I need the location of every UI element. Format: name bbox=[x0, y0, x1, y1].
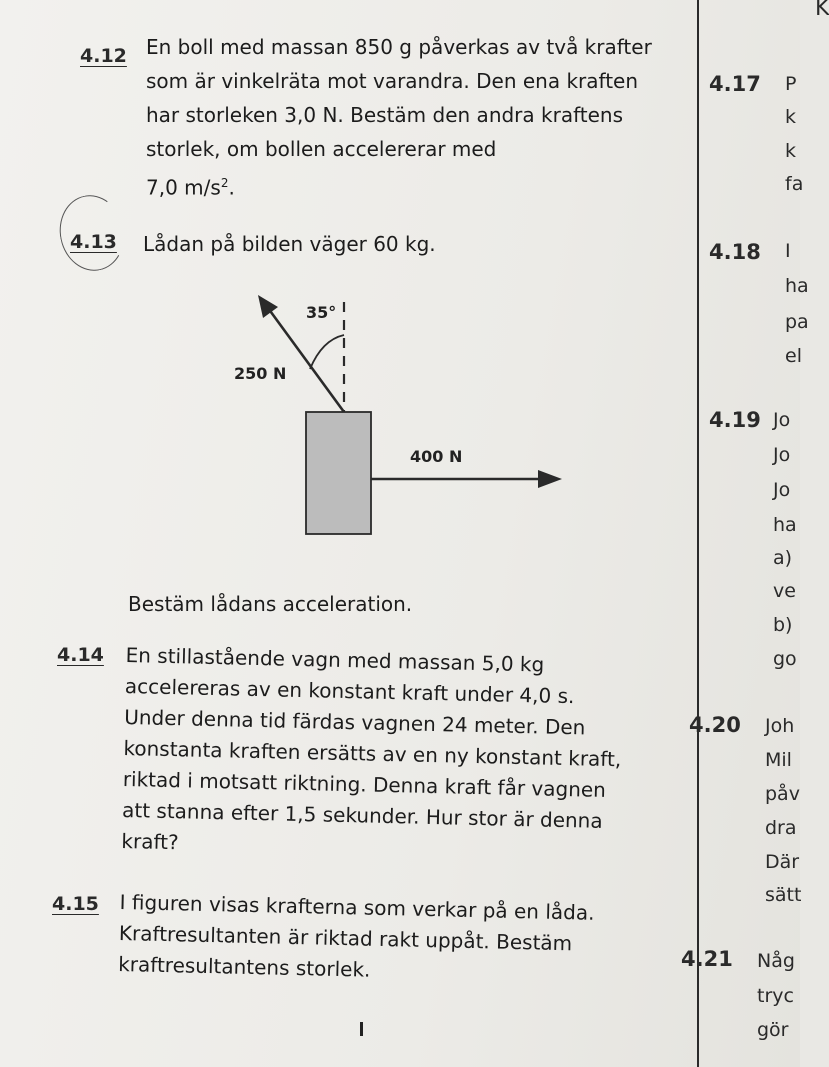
cut-text-line: pa bbox=[785, 311, 809, 333]
cut-text-line: ha bbox=[785, 275, 809, 297]
cut-text-line: påv bbox=[765, 783, 800, 805]
arrowhead bbox=[258, 295, 278, 318]
cut-text-line: ha bbox=[773, 514, 797, 536]
cut-text-line: I bbox=[785, 240, 791, 262]
text-line: storlek, om bollen accelererar med bbox=[146, 137, 497, 161]
text-line: Bestäm lådans acceleration. bbox=[128, 592, 413, 616]
cut-text-line: Joh bbox=[765, 715, 795, 737]
text-line: som är vinkelräta mot varandra. Den ena kraften bbox=[146, 69, 639, 93]
force-diagram bbox=[0, 0, 697, 580]
box bbox=[306, 412, 371, 534]
cut-text-line: go bbox=[773, 648, 797, 670]
problem-number-4-13: 4.13 bbox=[70, 231, 117, 253]
cut-text-line: Någ bbox=[757, 950, 795, 972]
text-line: Kraftresultanten är riktad rakt uppåt. Bestäm bbox=[118, 920, 573, 956]
cut-text-line: gör bbox=[757, 1019, 789, 1041]
text-line: riktad i motsatt riktning. Denna kraft får vagnen bbox=[122, 766, 607, 802]
problem-number-4-15: 4.15 bbox=[52, 893, 99, 915]
text-line: att stanna efter 1,5 sekunder. Hur stor är denna bbox=[121, 797, 603, 833]
problem-number-4-12: 4.12 bbox=[80, 45, 127, 67]
cut-text-line: ve bbox=[773, 580, 796, 602]
problem-number-4-14: 4.14 bbox=[57, 644, 104, 666]
cut-text-line: k bbox=[785, 140, 797, 162]
cut-text-line: Där bbox=[765, 851, 800, 873]
problem-number-4-20: 4.20 bbox=[689, 713, 741, 737]
cut-text-line: fa bbox=[785, 173, 804, 195]
problem-4-13-question bbox=[128, 587, 412, 621]
problem-number-4-19: 4.19 bbox=[709, 408, 761, 432]
arrowhead bbox=[538, 470, 562, 488]
problem-4-15-text bbox=[118, 887, 595, 991]
text-line: En stillastående vagn med massan 5,0 kg bbox=[125, 642, 545, 677]
cut-text-line: dra bbox=[765, 817, 797, 839]
angle-arc bbox=[310, 335, 344, 369]
right-column bbox=[681, 0, 829, 1067]
cut-text-line: k bbox=[785, 106, 797, 128]
cut-text-line: Mil bbox=[765, 749, 792, 771]
cut-text-line: b) bbox=[773, 614, 793, 636]
period: . bbox=[228, 175, 235, 200]
text-line: En boll med massan 850 g påverkas av två krafter bbox=[146, 35, 652, 59]
text-line: I figuren visas krafterna som verkar på en låda. bbox=[119, 889, 595, 925]
cut-text-line: sätt bbox=[765, 884, 802, 906]
problem-number-4-21: 4.21 bbox=[681, 947, 733, 971]
force-label-250n: 250 N bbox=[234, 364, 287, 383]
cut-text-line: Jo bbox=[773, 409, 791, 431]
cut-text-line: el bbox=[785, 345, 802, 367]
text-line: accelereras av en konstant kraft under 4,0 s. bbox=[124, 673, 575, 709]
cut-text-line: Jo bbox=[773, 479, 791, 501]
text-line: Under denna tid färdas vagnen 24 meter. Den bbox=[123, 704, 586, 740]
problem-number-4-17: 4.17 bbox=[709, 72, 761, 96]
force-label-400n: 400 N bbox=[410, 447, 463, 466]
exponent: 2 bbox=[220, 176, 229, 190]
top-fragment: K bbox=[815, 0, 829, 21]
cut-text-line: tryc bbox=[757, 985, 794, 1007]
force-arrow-250n bbox=[268, 308, 344, 412]
acceleration-value: 7,0 m/s bbox=[146, 175, 221, 200]
text-line: konstanta kraften ersätts av en ny konstant kraft, bbox=[123, 735, 622, 772]
cut-text-line: Jo bbox=[773, 444, 791, 466]
text-line: kraft? bbox=[121, 828, 179, 855]
figure-fragment-mark bbox=[360, 1022, 363, 1036]
text-line: Lådan på bilden väger 60 kg. bbox=[143, 232, 436, 256]
text-line: har storleken 3,0 N. Bestäm den andra kraftens bbox=[146, 103, 624, 127]
cut-text-line: a) bbox=[773, 547, 793, 569]
angle-label: 35° bbox=[306, 303, 337, 322]
text-line: kraftresultantens storlek. bbox=[117, 951, 371, 982]
cut-text-line: P bbox=[785, 73, 797, 95]
problem-number-4-18: 4.18 bbox=[709, 240, 761, 264]
problem-4-14-text bbox=[121, 640, 624, 868]
